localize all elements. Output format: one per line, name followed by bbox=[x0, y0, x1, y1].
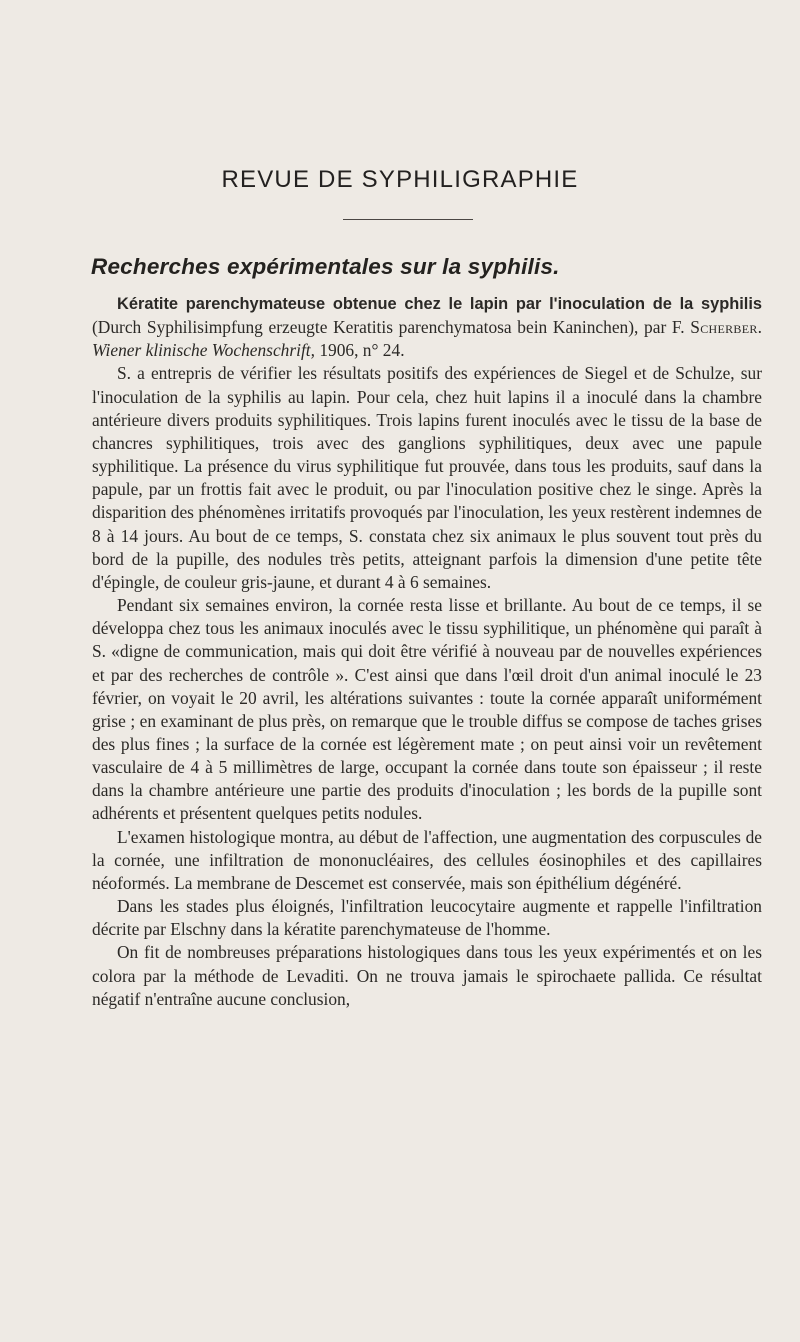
article-title: Recherches expérimentales sur la syphilis. bbox=[91, 254, 560, 279]
title-rule bbox=[343, 219, 473, 220]
journal-title: REVUE DE SYPHILIGRAPHIE bbox=[221, 166, 579, 193]
reference-paragraph bbox=[92, 292, 762, 362]
reference-bold-title: Kératite parenchymateuse obtenue chez le lapin par l'inoculation de la syphilis bbox=[117, 295, 762, 313]
reference-german-title: (Durch Syphilisimpfung erzeugte Keratitis parenchymatosa bein Kaninchen), par F. bbox=[92, 317, 691, 338]
paragraph-5: On fit de nombreuses préparations histologiques dans tous les yeux expérimentés et on les colora par la méthode de Levaditi. On ne trouva jamais le spirochaete pallida. Ce résultat négatif n'entraîne aucune conclusion, bbox=[92, 942, 762, 1009]
article-body bbox=[92, 292, 762, 1011]
paragraph-3: L'examen histologique montra, au début de l'affection, une augmentation des corpuscules de la cornée, une infiltration de mononucléaires, des cellules éosinophiles et des capillaires néoformés. La membrane de Descemet est conservée, mais son épithélium dégénéré. bbox=[92, 826, 762, 893]
paragraph-4: Dans les stades plus éloignés, l'infiltration leucocytaire augmente et rappelle l'infiltration décrite par Elschny dans la kératite parenchymateuse de l'homme. bbox=[92, 896, 762, 940]
reference-journal: Wiener klinische Wochenschrift, bbox=[92, 340, 315, 361]
reference-author: Scherber bbox=[690, 317, 758, 338]
paragraph-2: Pendant six semaines environ, la cornée resta lisse et brillante. Au bout de ce temps, il se développa chez tous les animaux inoculés avec le tissu syphilitique, un phénomène qui paraît à S. «digne de communication, mais qui doit être vérifié à nouveau par de nouvelles expériences et par des recherches de contrôle ». C'est ainsi que dans l'œil droit d'un animal inoculé le 23 février, on voyait le 20 avril, les altérations suivantes : toute la cornée apparaît uniformément grise ; en examinant de plus près, on remarque que le trouble diffus se compose de taches grises des plus fines ; la surface de la cornée est légèrement mate ; on peut ainsi voir un revêtement vasculaire de 4 à 5 millimètres de large, occupant la cornée dans toute son épaisseur ; il reste dans la chambre antérieure une partie des produits d'inoculation ; les bords de la pupille sont adhérents et présentent quelques petits nodules. bbox=[92, 595, 762, 824]
reference-issue: 1906, n° 24. bbox=[314, 340, 405, 361]
paragraph-1: S. a entrepris de vérifier les résultats positifs des expériences de Siegel et de Schulze, sur l'inoculation de la syphilis au lapin. Pour cela, chez huit lapins il a inoculé dans la chambre antérieure divers produits syphilitiques. Trois lapins furent inoculés avec le tissu de la base de chancres syphilitiques, trois avec des ganglions syphilitiques, deux avec une papule syphilitique. La présence du virus syphilitique fut prouvée, dans tous les produits, sauf dans la papule, par un frottis fait avec le produit, ou par l'inoculation positive chez le singe. Après la disparition des phénomènes irritatifs provoqués par l'inoculation, les yeux restèrent indemnes de 8 à 14 jours. Au bout de ce temps, S. constata chez six animaux le plus souvent tout près du bord de la pupille, des nodules très petits, atteignant parfois la dimension d'une petite tête d'épingle, de couleur gris-jaune, et durant 4 à 6 semaines. bbox=[92, 363, 762, 592]
reference-sep: . bbox=[757, 317, 762, 338]
